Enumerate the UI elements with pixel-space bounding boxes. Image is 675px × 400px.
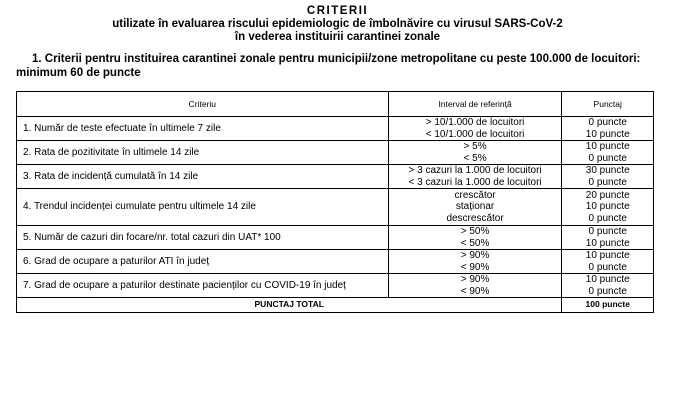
table-row (17, 250, 654, 274)
interval-value: < 90% (460, 261, 490, 273)
section-heading (16, 52, 656, 80)
interval-cell (388, 117, 562, 141)
interval-cell (388, 250, 562, 274)
criterion-cell: 1. Număr de teste efectuate în ultimele 7 zile (17, 117, 389, 141)
interval-value: staționar (455, 201, 495, 213)
points-cell (562, 117, 654, 141)
table-row (17, 189, 654, 226)
interval-value: < 10/1.000 de locuitori (425, 128, 525, 140)
interval-cell (388, 141, 562, 165)
points-value: 10 puncte (585, 141, 630, 152)
document-subtitle-line1: utilizate în evaluarea riscului epidemiologic de îmbolnăvire cu virusul SARS-CoV-2 (112, 18, 563, 30)
interval-cell (388, 165, 562, 189)
table-header-row (17, 92, 654, 117)
points-value: 0 puncte (588, 212, 627, 224)
table-row (17, 165, 654, 189)
section-heading-line1: 1. Criterii pentru instituirea carantinei zonale pentru municipii/zone metropolitane cu peste 100.000 de locuitori: (32, 53, 641, 65)
interval-value: > 50% (460, 226, 490, 237)
document-subtitle-line2: în vederea instituirii carantinei zonale (234, 31, 441, 43)
interval-value: descrescător (446, 212, 504, 224)
total-row (17, 298, 654, 313)
interval-value: > 10/1.000 de locuitori (425, 117, 525, 128)
table-row (17, 226, 654, 250)
interval-value: < 50% (460, 237, 490, 249)
points-cell (562, 226, 654, 250)
criteria-table (16, 91, 654, 313)
criterion-cell: 2. Rata de pozitivitate în ultimele 14 zile (17, 141, 389, 165)
interval-value: > 5% (463, 141, 487, 152)
interval-cell (388, 226, 562, 250)
points-value: 30 puncte (585, 165, 630, 176)
points-value: 10 puncte (585, 250, 630, 261)
interval-value: crescător (454, 189, 496, 201)
points-cell (562, 165, 654, 189)
interval-cell (388, 274, 562, 298)
criterion-cell: 5. Număr de cazuri din focare/nr. total cazuri din UAT* 100 (17, 226, 389, 250)
table-row (17, 117, 654, 141)
points-cell (562, 189, 654, 226)
criterion-cell: 7. Grad de ocupare a paturilor destinate pacienților cu COVID-19 în județ (17, 274, 389, 298)
points-value: 0 puncte (588, 285, 627, 297)
table-row (17, 274, 654, 298)
interval-value: < 5% (463, 152, 487, 164)
interval-cell (388, 189, 562, 226)
points-cell (562, 274, 654, 298)
criterion-cell: 3. Rata de incidență cumulată în 14 zile (17, 165, 389, 189)
points-cell (562, 141, 654, 165)
points-value: 0 puncte (588, 261, 627, 273)
points-value: 0 puncte (588, 152, 627, 164)
total-points: 100 puncte (562, 298, 654, 313)
table-row (17, 141, 654, 165)
interval-value: > 3 cazuri la 1.000 de locuitori (408, 165, 542, 176)
interval-value: > 90% (460, 274, 490, 285)
points-value: 0 puncte (588, 226, 627, 237)
points-value: 0 puncte (588, 176, 627, 188)
points-value: 10 puncte (585, 128, 630, 140)
criterion-cell: 6. Grad de ocupare a paturilor ATI în județ (17, 250, 389, 274)
header-criteriu: Criteriu (17, 92, 389, 117)
document-title: CRITERII (306, 5, 369, 17)
points-cell (562, 250, 654, 274)
section-heading-line2: minimum 60 de puncte (16, 67, 141, 79)
header-punctaj: Punctaj (562, 92, 654, 117)
points-value: 0 puncte (588, 117, 627, 128)
interval-value: < 3 cazuri la 1.000 de locuitori (408, 176, 542, 188)
header-interval: Interval de referință (388, 92, 562, 117)
interval-value: > 90% (460, 250, 490, 261)
points-value: 10 puncte (585, 237, 630, 249)
points-value: 10 puncte (585, 274, 630, 285)
interval-value: < 90% (460, 285, 490, 297)
points-value: 10 puncte (585, 201, 630, 213)
criterion-cell: 4. Trendul incidenței cumulate pentru ultimele 14 zile (17, 189, 389, 226)
points-value: 20 puncte (585, 189, 630, 201)
total-label: PUNCTAJ TOTAL (17, 298, 562, 313)
